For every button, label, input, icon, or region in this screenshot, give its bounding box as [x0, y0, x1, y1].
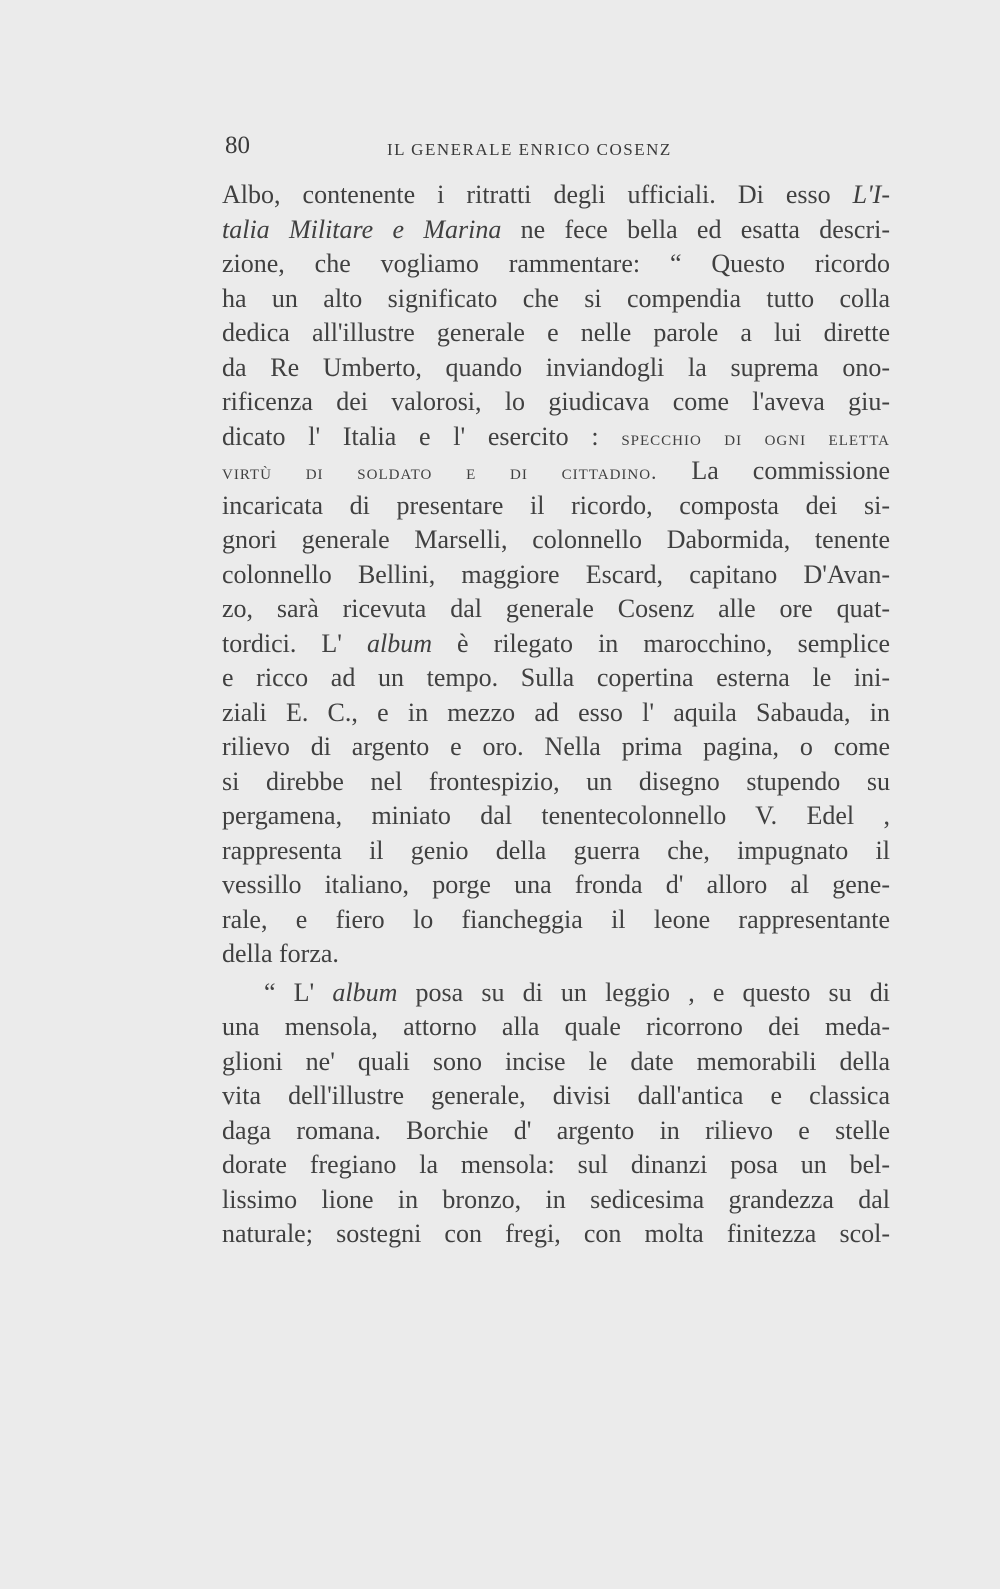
text-line — [222, 834, 890, 869]
text-line — [222, 213, 890, 248]
text-run: della forza. — [222, 939, 339, 968]
text-line — [222, 489, 890, 524]
text-line — [222, 976, 890, 1011]
text-run: La commissione — [657, 456, 890, 485]
text-run: pergamena, miniato dal tenentecolonnello V. Edel , — [222, 801, 890, 830]
text-run: ziali E. C., e in mezzo ad esso l' aquila Sabauda, in — [222, 697, 890, 727]
text-line — [222, 558, 890, 593]
text-run: vita dell'illustre generale, divisi dall'antica e classica — [222, 1081, 890, 1110]
text-line — [222, 627, 890, 662]
text-run: da Re Umberto, quando inviandogli la suprema ono- — [222, 352, 890, 382]
text-run: dedica all'illustre generale e nelle parole a lui dirette — [222, 318, 890, 347]
text-line — [222, 1079, 890, 1114]
small-caps-run: specchio di ogni eletta — [621, 425, 890, 450]
text-run: rificenza dei valorosi, lo giudicava come l'aveva giu- — [222, 387, 890, 416]
text-line — [222, 868, 890, 903]
text-run: dicato l' Italia e l' esercito : — [222, 421, 622, 451]
small-caps-run: virtù di soldato e di cittadino. — [222, 460, 658, 484]
text-line — [222, 1010, 890, 1045]
text-line — [222, 1217, 890, 1252]
text-line — [222, 1114, 890, 1149]
italic-run: talia Militare e Marina — [222, 214, 502, 244]
text-run: colonnello Bellini, maggiore Escard, capitano D'Avan- — [222, 559, 890, 589]
text-line — [222, 592, 890, 627]
text-run: vessillo italiano, porge una fronda d' alloro al gene- — [222, 870, 890, 899]
page-header — [225, 132, 885, 168]
text-line — [222, 661, 890, 696]
text-line — [222, 282, 890, 317]
text-run: si direbbe nel frontespizio, un disegno stupendo su — [222, 766, 890, 796]
text-run: rilievo di argento e oro. Nella prima pagina, o come — [222, 732, 890, 761]
body-text — [222, 178, 890, 1252]
text-run: glioni ne' quali sono incise le date memorabili della — [222, 1046, 890, 1076]
text-line — [222, 523, 890, 558]
text-run: lissimo lione in bronzo, in sedicesima grandezza dal — [222, 1184, 890, 1214]
text-line — [222, 178, 890, 213]
text-line — [222, 765, 890, 800]
text-run: gnori generale Marselli, colonnello Dabormida, tenente — [222, 525, 890, 554]
italic-run: L'I- — [852, 180, 890, 209]
text-run: è rilegato in marocchino, semplice — [432, 628, 891, 658]
text-line — [222, 1183, 890, 1218]
text-line — [222, 420, 890, 455]
text-run: naturale; sostegni con fregi, con molta finitezza scol- — [222, 1219, 890, 1248]
text-line — [222, 316, 890, 351]
text-run: posa su di un leggio , e questo su di — [397, 977, 890, 1007]
italic-run: album — [332, 977, 398, 1007]
text-run: ha un alto significato che si compendia tutto colla — [222, 283, 890, 313]
text-line — [222, 1045, 890, 1080]
text-line — [222, 385, 890, 420]
text-run: una mensola, attorno alla quale ricorrono dei meda- — [222, 1012, 890, 1041]
text-run: zione, che vogliamo rammentare: “ Questo ricordo — [222, 249, 890, 278]
text-line — [222, 903, 890, 938]
text-run: e ricco ad un tempo. Sulla copertina esterna le ini- — [222, 663, 890, 692]
text-line — [222, 730, 890, 765]
running-title: IL GENERALE ENRICO COSENZ — [387, 140, 672, 159]
italic-run: album — [367, 628, 433, 658]
text-line — [222, 454, 890, 489]
text-run: Albo, contenente i ritratti degli ufficiali. Di esso — [222, 180, 853, 209]
text-line — [222, 247, 890, 282]
text-run: rale, e fiero lo fiancheggia il leone rappresentante — [222, 904, 890, 934]
text-line — [222, 799, 890, 834]
page-number: 80 — [225, 132, 250, 159]
text-run: daga romana. Borchie d' argento in rilievo e stelle — [222, 1115, 890, 1145]
text-run: rappresenta il genio della guerra che, impugnato il — [222, 835, 890, 865]
text-line — [222, 937, 890, 972]
text-run: ne fece bella ed esatta descri- — [501, 214, 890, 244]
text-run: zo, sarà ricevuta dal generale Cosenz alle ore quat- — [222, 594, 890, 623]
text-line — [222, 351, 890, 386]
text-run: incaricata di presentare il ricordo, composta dei si- — [222, 490, 890, 520]
text-run: dorate fregiano la mensola: sul dinanzi posa un bel- — [222, 1150, 890, 1179]
text-line — [222, 1148, 890, 1183]
text-run: “ L' — [264, 977, 333, 1007]
text-run: tordici. L' — [222, 628, 368, 658]
text-line — [222, 696, 890, 731]
